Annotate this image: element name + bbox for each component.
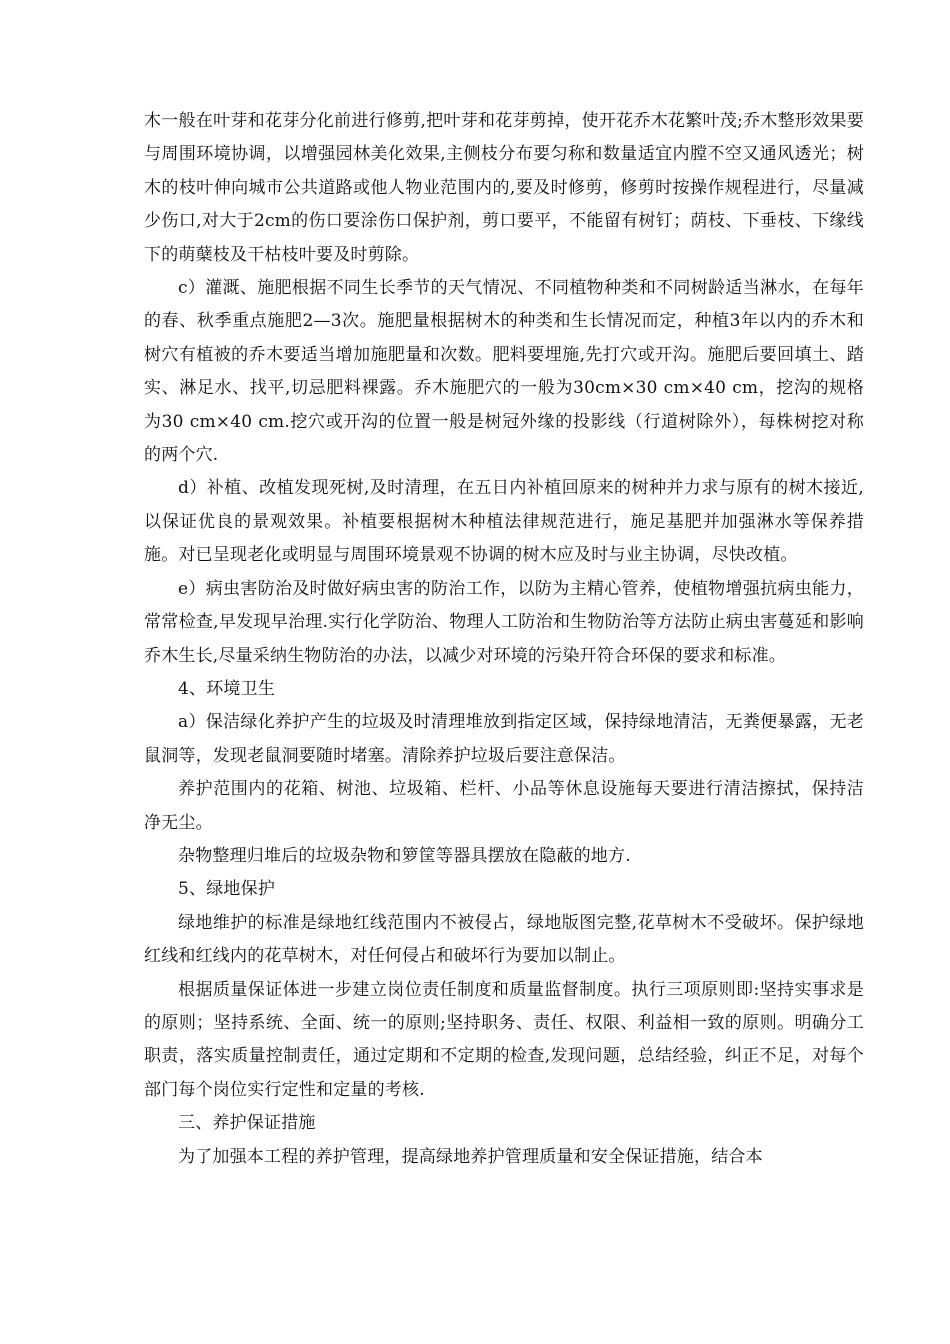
paragraph-maintenance-intro: 为了加强本工程的养护管理，提高绿地养护管理质量和安全保证措施，结合本 xyxy=(178,1146,763,1167)
paragraph-protection-standard: 绿地维护的标准是绿地红线范围内不被侵占，绿地版图完整,花草树木不受破坏。保护绿地红线和红线内的花草树木，对任何侵占和破坏行为要加以制止。 xyxy=(144,912,864,967)
document-body xyxy=(144,105,864,1174)
paragraph-irrigation-fertilization: c）灌溉、施肥根据不同生长季节的天气情况、不同植物种类和不同树龄适当淋水，在每年的春、秋季重点施肥2—3次。施肥量根据树木的种类和生长情况而定，种植3年以内的乔木和树穴有植被的乔木要适当增加施肥量和次数。肥料要埋施,先打穴或开沟。施肥后要回填土、踏实、淋足水、找平,切忌肥料裸露。乔木施肥穴的一般为30cm×30 cm×40 cm，挖沟的规格为30 cm×40 cm.挖穴或开沟的位置一般是树冠外缘的投影线（行道树除外），每株树挖对称的两个穴. xyxy=(144,278,864,466)
paragraph-facility-cleaning: 养护范围内的花箱、树池、垃圾箱、栏杆、小品等休息设施每天要进行清洁擦拭，保持洁净无尘。 xyxy=(144,779,864,833)
heading-environmental-sanitation: 4、环境卫生 xyxy=(178,678,276,699)
paragraph-cleaning: a）保洁绿化养护产生的垃圾及时清理堆放到指定区域，保持绿地清洁，无粪便暴露，无老鼠洞等，发现老鼠洞要随时堵塞。清除养护垃圾后要注意保洁。 xyxy=(144,712,864,766)
paragraph-debris-storage: 杂物整理归堆后的垃圾杂物和箩筐等器具摆放在隐蔽的地方. xyxy=(178,845,631,866)
paragraph-quality-assurance: 根据质量保证体进一步建立岗位责任制度和质量监督制度。执行三项原则即:坚持实事求是的原则；坚持系统、全面、统一的原则;坚持职务、责任、权限、利益相一致的原则。明确分工职责，落实质量控制责任，通过定期和不定期的检查,发现问题，总结经验，纠正不足，对每个部门每个岗位实行定性和定量的考核. xyxy=(144,979,864,1100)
paragraph-pest-control: e）病虫害防治及时做好病虫害的防治工作，以防为主精心管养，使植物增强抗病虫能力，常常检查,早发现早治理.实行化学防治、物理人工防治和生物防治等方法防止病虫害蔓延和影响乔木生长,尽量采纳生物防治的办法，以减少对环境的污染幵符合环保的要求和标准。 xyxy=(144,578,864,666)
paragraph-pruning-continued: 木一般在叶芽和花芽分化前进行修剪,把叶芽和花芽剪掉，使开花乔木花繁叶茂;乔木整形效果要与周围环境协调，以增强园林美化效果,主侧枝分布要匀称和数量适宜内膛不空又通风透光；树木的枝叶伸向城市公共道路或他人物业范围内的,要及时修剪，修剪时按操作规程进行，尽量减少伤口,对大于2cm的伤口要涂伤口保护剂，剪口要平，不能留有树钉；荫枝、下垂枝、下缘线下的萌蘖枝及干枯枝叶要及时剪除。 xyxy=(144,111,864,265)
heading-maintenance-measures: 三、养护保证措施 xyxy=(178,1113,316,1134)
heading-greenland-protection: 5、绿地保护 xyxy=(178,879,276,900)
paragraph-replanting: d）补植、改植发现死树,及时清理，在五日内补植回原来的树种并力求与原有的树木接近,以保证优良的景观效果。补植要根据树木种植法律规范进行，施足基肥并加强淋水等保养措施。对已呈现老化或明显与周围环境景观不协调的树木应及时与业主协调，尽快改植。 xyxy=(144,478,864,566)
